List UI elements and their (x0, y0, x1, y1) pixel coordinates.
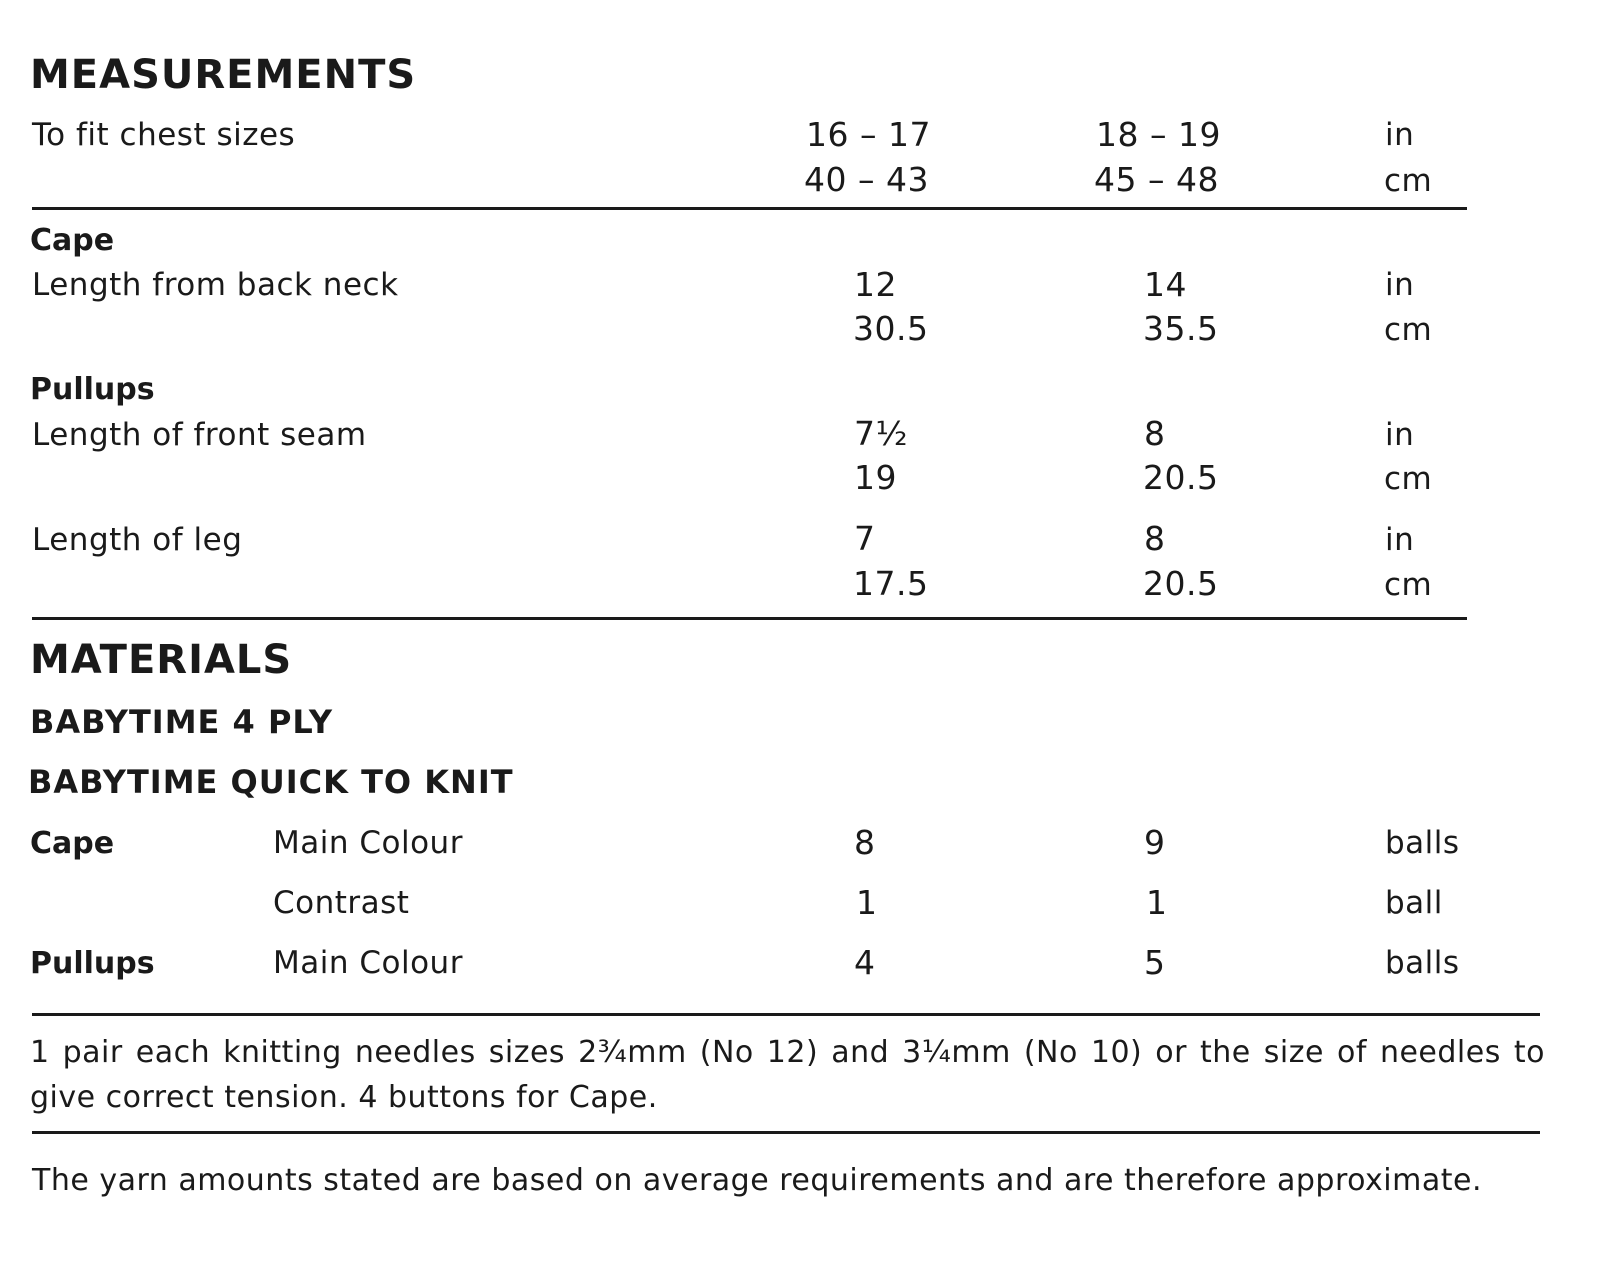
chest-unit-cm: cm (1384, 163, 1433, 199)
chest-size1-in: 16 – 17 (806, 115, 931, 154)
leg-length-cm1: 17.5 (853, 564, 929, 603)
cape-main-colour-unit: balls (1385, 825, 1460, 861)
front-seam-in1: 7½ (854, 414, 908, 453)
materials-cape-group: Cape (30, 826, 115, 861)
front-seam-cm1: 19 (854, 458, 897, 497)
chest-size2-in: 18 – 19 (1096, 115, 1221, 154)
cape-contrast-label: Contrast (273, 885, 410, 921)
cape-back-neck-in2: 14 (1144, 265, 1187, 304)
divider-rule (32, 1013, 1540, 1016)
leg-length-cm2: 20.5 (1143, 564, 1219, 603)
front-seam-cm2: 20.5 (1143, 458, 1219, 497)
measurements-heading: MEASUREMENTS (30, 52, 417, 98)
front-seam-label: Length of front seam (32, 417, 367, 453)
divider-rule (32, 207, 1467, 210)
cape-contrast-v1: 1 (856, 883, 878, 922)
materials-pullups-group: Pullups (30, 946, 155, 981)
cape-subheading: Cape (30, 223, 115, 258)
needles-note: 1 pair each knitting needles sizes 2¾mm (No 12) and 3¼mm (No 10) or the size of needles to give correct tension. 4 buttons for Cape. (30, 1035, 1545, 1115)
divider-rule (32, 1131, 1540, 1134)
cape-back-neck-label: Length from back neck (32, 267, 399, 303)
pullups-subheading: Pullups (30, 372, 155, 407)
yarn-quick-to-knit: BABYTIME QUICK TO KNIT (28, 763, 514, 801)
leg-length-unit-cm: cm (1384, 567, 1433, 603)
divider-rule (32, 617, 1467, 620)
chest-size-label: To fit chest sizes (32, 117, 296, 153)
cape-back-neck-cm2: 35.5 (1143, 309, 1219, 348)
chest-unit-in: in (1385, 117, 1415, 153)
cape-main-colour-v1: 8 (854, 823, 876, 862)
front-seam-unit-in: in (1385, 417, 1415, 453)
pullups-main-colour-unit: balls (1385, 945, 1460, 981)
chest-size2-cm: 45 – 48 (1094, 160, 1219, 199)
leg-length-label: Length of leg (32, 522, 243, 558)
cape-back-neck-in1: 12 (854, 265, 897, 304)
cape-back-neck-unit-in: in (1385, 267, 1415, 303)
front-seam-in2: 8 (1144, 414, 1166, 453)
leg-length-in2: 8 (1144, 519, 1166, 558)
pullups-main-colour-v1: 4 (854, 943, 876, 982)
yarn-4-ply: BABYTIME 4 PLY (30, 703, 333, 741)
pullups-main-colour-label: Main Colour (273, 945, 463, 981)
cape-contrast-v2: 1 (1146, 883, 1168, 922)
front-seam-unit-cm: cm (1384, 461, 1433, 497)
cape-back-neck-cm1: 30.5 (853, 309, 929, 348)
leg-length-in1: 7 (854, 519, 876, 558)
cape-main-colour-v2: 9 (1144, 823, 1166, 862)
cape-contrast-unit: ball (1385, 885, 1443, 921)
leg-length-unit-in: in (1385, 522, 1415, 558)
materials-heading: MATERIALS (30, 637, 293, 683)
cape-main-colour-label: Main Colour (273, 825, 463, 861)
yarn-footnote: The yarn amounts stated are based on average requirements and are therefore approximate. (32, 1163, 1483, 1198)
chest-size1-cm: 40 – 43 (804, 160, 929, 199)
cape-back-neck-unit-cm: cm (1384, 312, 1433, 348)
pullups-main-colour-v2: 5 (1144, 943, 1166, 982)
